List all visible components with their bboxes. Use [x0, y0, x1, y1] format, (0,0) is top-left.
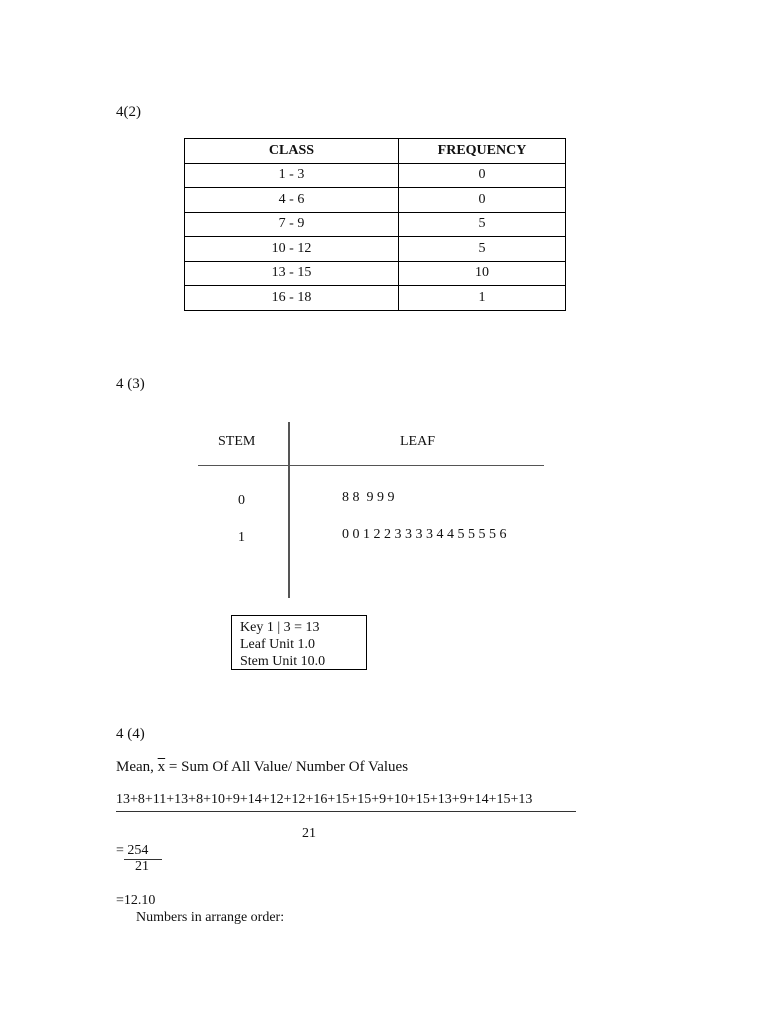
stem-value: 1 [238, 530, 245, 545]
leaf-values: 0 0 1 2 2 3 3 3 3 4 4 5 5 5 5 6 [342, 527, 507, 542]
leaf-values: 8 8 9 9 9 [342, 490, 395, 505]
table-row [185, 188, 566, 213]
class-cell: 16 - 18 [185, 286, 399, 311]
table-header-row [185, 139, 566, 164]
stem-leaf-horizontal-divider [198, 465, 544, 466]
step-denominator: 21 [135, 859, 149, 874]
table-row [185, 237, 566, 262]
stem-unit-line: Stem Unit 10.0 [240, 654, 326, 669]
step-numerator-line [116, 843, 148, 859]
class-cell: 1 - 3 [185, 163, 399, 188]
frequency-table [184, 138, 566, 311]
leaf-header: LEAF [400, 434, 435, 449]
frequency-cell: 5 [399, 237, 566, 262]
class-cell: 4 - 6 [185, 188, 399, 213]
table-row [185, 212, 566, 237]
class-header: CLASS [185, 139, 399, 164]
step-numerator: 254 [127, 843, 149, 858]
stem-value: 0 [238, 493, 245, 508]
stem-leaf-key-box [231, 615, 367, 670]
section-label-4-4: 4 (4) [116, 726, 145, 742]
sum-denominator: 21 [302, 826, 316, 841]
frequency-cell: 0 [399, 163, 566, 188]
equals-sign: = [116, 843, 128, 858]
leaf-unit-line: Leaf Unit 1.0 [240, 637, 316, 652]
frequency-header: FREQUENCY [399, 139, 566, 164]
frequency-cell: 0 [399, 188, 566, 213]
fraction-line [116, 811, 576, 812]
table-row [185, 286, 566, 311]
stem-header: STEM [218, 434, 256, 449]
mean-prefix: Mean, [116, 759, 158, 775]
table-row [185, 261, 566, 286]
frequency-cell: 10 [399, 261, 566, 286]
x-bar-symbol: $\overline{x}$ [157, 759, 166, 775]
mean-formula [116, 759, 408, 776]
class-cell: 10 - 12 [185, 237, 399, 262]
arrange-order-note: Numbers in arrange order: [136, 910, 285, 925]
frequency-cell: 1 [399, 286, 566, 311]
class-cell: 7 - 9 [185, 212, 399, 237]
frequency-cell: 5 [399, 212, 566, 237]
stem-leaf-vertical-divider [288, 422, 290, 598]
table-row [185, 163, 566, 188]
key-line: Key 1 | 3 = 13 [240, 620, 320, 635]
mean-result: =12.10 [116, 893, 156, 908]
mean-suffix: = Sum Of All Value/ Number Of Values [165, 759, 409, 775]
sum-numerator: 13+8+11+13+8+10+9+14+12+12+16+15+15+9+10+15+13+9+14+15+13 [116, 792, 533, 807]
section-label-4-3: 4 (3) [116, 376, 145, 392]
section-label-4-2: 4(2) [116, 104, 141, 120]
class-cell: 13 - 15 [185, 261, 399, 286]
